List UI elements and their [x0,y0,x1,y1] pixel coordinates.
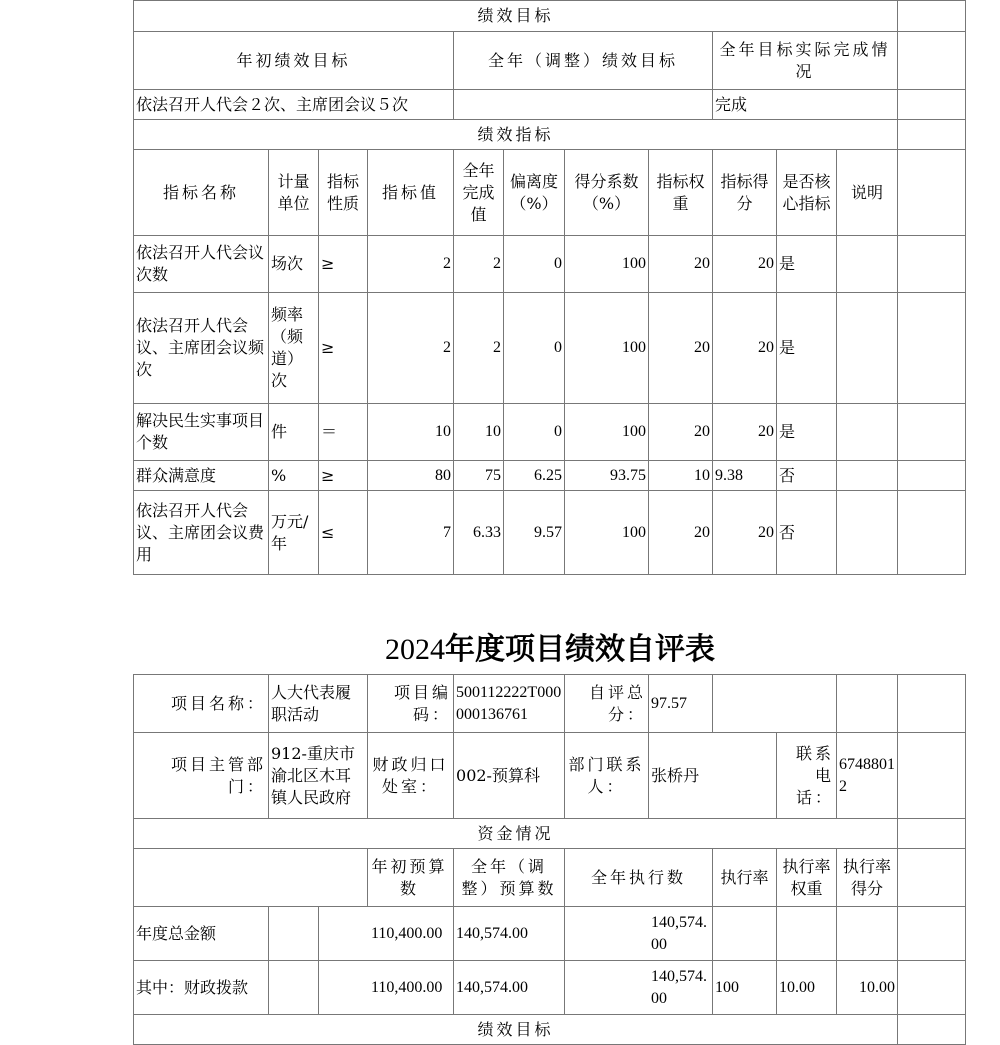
indicator-score: 9.38 [713,461,777,491]
indicator-unit: 场次 [269,236,319,293]
indicator-core: 否 [777,491,837,575]
indicator-note [837,461,898,491]
fund-weight [777,907,837,961]
indicator-coef: 100 [565,491,649,575]
fund-executed: 140,574.00 [565,961,713,1015]
indicator-row [134,236,966,293]
indicator-target: 2 [368,293,454,404]
indicator-name: 依法召开人代会议次数 [134,236,269,293]
section-header-goal: 绩效目标 [134,1,898,32]
indicator-row [134,461,966,491]
indicator-score: 20 [713,236,777,293]
indicator-core: 是 [777,236,837,293]
indicator-weight: 10 [649,461,713,491]
indicator-name: 依法召开人代会议、主席团会议频次 [134,293,269,404]
indicator-core: 是 [777,293,837,404]
indicator-actual: 2 [454,236,504,293]
section-header-funds: 资金情况 [134,819,898,849]
indicator-row [134,293,966,404]
col-header-nature: 指标性质 [319,150,368,236]
indicator-weight: 20 [649,236,713,293]
indicator-actual: 75 [454,461,504,491]
indicator-target: 10 [368,404,454,461]
fund-row-label: 年度总金额 [134,907,269,961]
indicator-actual: 10 [454,404,504,461]
fund-score: 10.00 [837,961,898,1015]
fund-header-initial: 年初预算数 [368,849,454,907]
fund-initial: 110,400.00 [319,907,454,961]
fund-header-score: 执行率得分 [837,849,898,907]
indicator-coef: 100 [565,404,649,461]
goal-initial-value: 依法召开人代会２次、主席团会议５次 [134,90,454,120]
indicator-note [837,491,898,575]
indicator-target: 80 [368,461,454,491]
col-header-weight: 指标权重 [649,150,713,236]
section-header-indicator: 绩效指标 [134,120,898,150]
indicator-actual: 2 [454,293,504,404]
self-score-value: 97.57 [649,675,713,733]
fund-weight: 10.00 [777,961,837,1015]
indicator-core: 否 [777,461,837,491]
indicator-unit: % [269,461,319,491]
fund-header-rate: 执行率 [713,849,777,907]
col-header-deviation: 偏离度（%） [504,150,565,236]
col-header-core: 是否核心指标 [777,150,837,236]
section-header-goal-2: 绩效目标 [134,1015,898,1045]
indicator-weight: 20 [649,491,713,575]
goal-header-actual: 全年目标实际完成情况 [713,32,898,90]
fund-row [134,961,966,1015]
goal-header-initial: 年初绩效目标 [134,32,454,90]
project-code-value: 500112222T000000136761 [454,675,565,733]
fund-score [837,907,898,961]
indicator-name: 解决民生实事项目个数 [134,404,269,461]
indicator-core: 是 [777,404,837,461]
col-header-name: 指标名称 [134,150,269,236]
indicator-row [134,404,966,461]
contact-value: 张桥丹 [649,733,777,819]
title-text: 年度项目绩效自评表 [445,632,715,667]
fund-row-label: 其中：财政拨款 [134,961,269,1015]
indicator-nature: ＝ [319,404,368,461]
indicator-deviation: 0 [504,236,565,293]
project-name-value: 人大代表履职活动 [269,675,368,733]
indicator-nature: ≥ [319,293,368,404]
indicator-score: 20 [713,293,777,404]
indicator-coef: 93.75 [565,461,649,491]
goal-header-adjusted: 全年（调整）绩效目标 [454,32,713,90]
fund-initial: 110,400.00 [319,961,454,1015]
col-header-note: 说明 [837,150,898,236]
self-score-label: 自评总分： [565,675,649,733]
indicator-coef: 100 [565,293,649,404]
fund-header-adjusted: 全年（调整）预算数 [454,849,565,907]
title-year: 2024 [385,633,445,666]
project-code-label: 项目编码： [368,675,454,733]
fund-adjusted: 140,574.00 [454,907,565,961]
goal-actual-value: 完成 [713,90,898,120]
indicator-weight: 20 [649,404,713,461]
indicator-deviation: 9.57 [504,491,565,575]
project-assessment-table [133,674,966,1045]
col-header-actual: 全年完成值 [454,150,504,236]
finance-label: 财政归口处室： [368,733,454,819]
phone-label: 联系电话： [777,733,837,819]
indicator-score: 20 [713,491,777,575]
indicator-weight: 20 [649,293,713,404]
fund-executed: 140,574.00 [565,907,713,961]
fund-rate [713,907,777,961]
project-name-label: 项目名称： [134,675,269,733]
col-header-target: 指标值 [368,150,454,236]
dept-label: 项目主管部门： [134,733,269,819]
indicator-unit: 万元/年 [269,491,319,575]
dept-value: 912-重庆市渝北区木耳镇人民政府 [269,733,368,819]
indicator-note [837,236,898,293]
indicator-note [837,404,898,461]
indicator-unit: 件 [269,404,319,461]
indicator-row [134,491,966,575]
performance-indicator-table [133,0,966,575]
col-header-coef: 得分系数（%） [565,150,649,236]
fund-header-executed: 全年执行数 [565,849,713,907]
indicator-coef: 100 [565,236,649,293]
fund-header-weight: 执行率权重 [777,849,837,907]
indicator-unit: 频率（频道）次 [269,293,319,404]
indicator-nature: ≥ [319,461,368,491]
fund-adjusted: 140,574.00 [454,961,565,1015]
indicator-target: 2 [368,236,454,293]
indicator-score: 20 [713,404,777,461]
indicator-deviation: 0 [504,404,565,461]
contact-label: 部门联系人： [565,733,649,819]
col-header-unit: 计量单位 [269,150,319,236]
document-title [0,628,1000,672]
indicator-deviation: 0 [504,293,565,404]
phone-value: 67488012 [837,733,898,819]
indicator-nature: ≥ [319,236,368,293]
indicator-name: 群众满意度 [134,461,269,491]
indicator-nature: ≤ [319,491,368,575]
indicator-note [837,293,898,404]
fund-row [134,907,966,961]
indicator-target: 7 [368,491,454,575]
finance-value: 002-预算科 [454,733,565,819]
indicator-actual: 6.33 [454,491,504,575]
fund-rate: 100 [713,961,777,1015]
indicator-deviation: 6.25 [504,461,565,491]
col-header-score: 指标得分 [713,150,777,236]
indicator-name: 依法召开人代会议、主席团会议费用 [134,491,269,575]
goal-adjusted-value [454,90,713,120]
